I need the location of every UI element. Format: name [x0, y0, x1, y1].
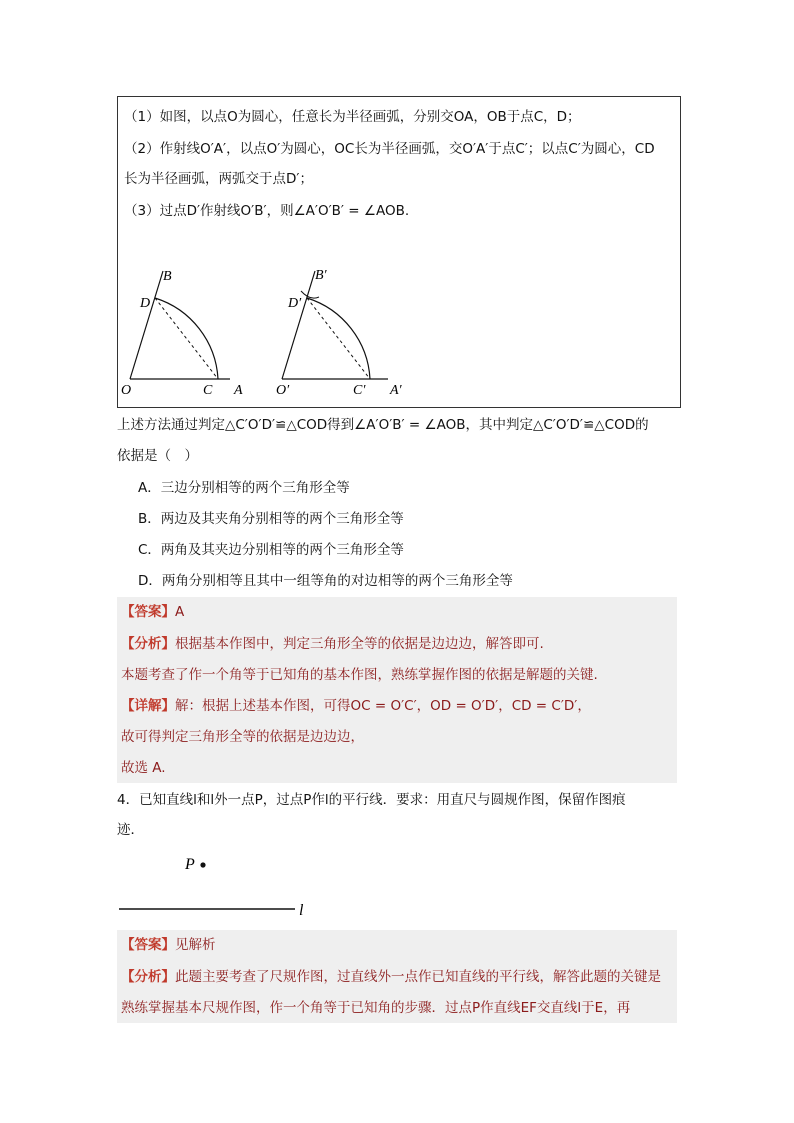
intersect-arc: [301, 291, 319, 298]
ray-o-prime-b-prime: [282, 271, 315, 379]
question-line-1: 上述方法通过判定△C′O′D′≌△COD得到∠A′O′B′ = ∠AOB，其中判定△C′O′D′≌△COD的: [117, 417, 649, 433]
detail-text-3: 故选 A.: [121, 760, 166, 776]
answer-block-2: [117, 930, 677, 1023]
option-b: B．两边及其夹角分别相等的两个三角形全等: [138, 511, 404, 527]
option-c: C．两角及其夹边分别相等的两个三角形全等: [138, 542, 404, 558]
detail-text-2: 故可得判定三角形全等的依据是边边边，: [121, 729, 364, 745]
segment-cd: [155, 298, 218, 379]
point-p: [200, 862, 205, 867]
analysis-line: [121, 634, 544, 654]
label-o-prime: O′: [276, 383, 290, 398]
construction-box: [117, 96, 681, 408]
answer2-value: 见解析: [175, 937, 216, 953]
analysis2-text: 此题主要考查了尺规作图，过直线外一点作已知直线的平行线，解答此题的关键是: [175, 969, 661, 985]
analysis2-line: [121, 967, 661, 987]
detail-text: 解：根据上述基本作图，可得OC = O′C′，OD = O′D′，CD = C′D′，: [175, 698, 591, 714]
step-1: （1）如图，以点O为圆心，任意长为半径画弧，分别交OA，OB于点C，D；: [124, 109, 581, 125]
answer-block-1: [117, 597, 677, 783]
option-a: A．三边分别相等的两个三角形全等: [138, 480, 350, 496]
question-line-2: 依据是（ ）: [117, 448, 198, 464]
step-2-line-2: 长为半径画弧，两弧交于点D′；: [124, 171, 313, 187]
step-3: （3）过点D′作射线O′B′，则∠A′O′B′ = ∠AOB.: [124, 203, 410, 219]
answer2-line: [121, 935, 216, 955]
answer-line: [121, 602, 184, 622]
construction-figure: [118, 257, 680, 407]
detail-line: [121, 696, 591, 716]
segment-c-prime-d-prime: [307, 298, 370, 379]
label-o: O: [121, 383, 132, 398]
q4-figure: [117, 848, 317, 924]
label-a: A: [234, 383, 243, 398]
answer-tag: 【答案】: [121, 604, 175, 620]
step-2-line-1: （2）作射线O′A′，以点O′为圆心，OC长为半径画弧，交O′A′于点C′；以点C′为圆心，CD: [124, 141, 655, 157]
label-b: B: [163, 269, 172, 284]
label-c-prime: C′: [353, 383, 366, 398]
line-l-label: l: [299, 902, 304, 919]
analysis-text: 根据基本作图中，判定三角形全等的依据是边边边，解答即可.: [175, 636, 544, 652]
q4-line-2: 迹．: [117, 822, 144, 838]
answer2-tag: 【答案】: [121, 937, 175, 953]
figure-right: [276, 268, 403, 398]
analysis-text-2: 本题考查了作一个角等于已知角的基本作图，熟练掌握作图的依据是解题的关键.: [121, 667, 598, 683]
detail-tag: 【详解】: [121, 698, 175, 714]
label-d-prime: D′: [288, 296, 302, 311]
figure-left: [121, 269, 243, 398]
label-c: C: [203, 383, 213, 398]
analysis2-text-2: 熟练掌握基本尺规作图，作一个角等于已知角的步骤．过点P作直线EF交直线l于E，再: [121, 1000, 631, 1016]
point-p-label: P: [185, 856, 195, 873]
ray-ob: [130, 271, 163, 379]
arc-c-prime-d-prime: [307, 298, 370, 379]
label-b-prime: B′: [315, 268, 327, 283]
analysis-tag: 【分析】: [121, 636, 175, 652]
label-a-prime: A′: [390, 383, 402, 398]
analysis2-tag: 【分析】: [121, 969, 175, 985]
answer-value: A: [175, 604, 185, 620]
option-d: D．两角分别相等且其中一组等角的对边相等的两个三角形全等: [138, 573, 513, 589]
label-d: D: [140, 296, 151, 311]
q4-line-1: 4．已知直线l和l外一点P，过点P作l的平行线．要求：用直尺与圆规作图，保留作图痕: [117, 792, 626, 808]
